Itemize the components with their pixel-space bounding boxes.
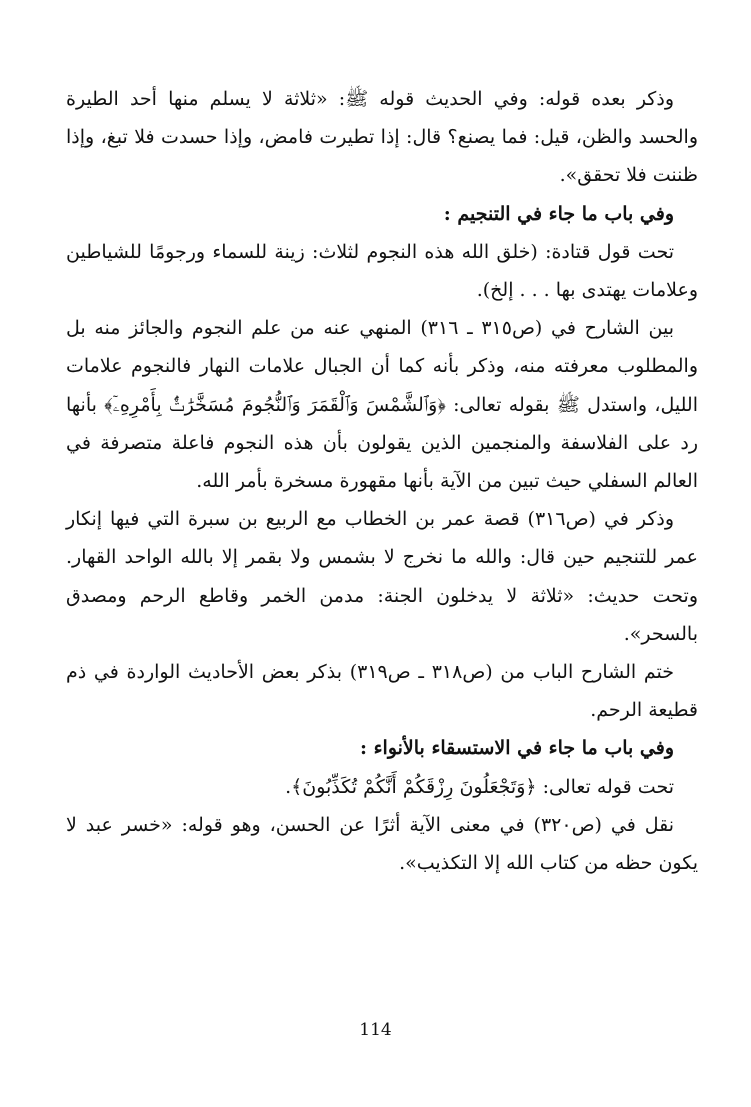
page-number: 114 [359,1020,392,1040]
paragraph-umar-story: وذكر في (ص٣١٦) قصة عمر بن الخطاب مع الربيع بن سبرة التي فيها إنكار عمر للتنجيم حين قال: والله ما نخرج لا بشمس ولا بقمر إلا بالله الواحد القهار. وتحت حديث: «ثلاثة لا يدخلون الجنة: مدمن الخمر وقاطع الرحم ومصدق بالسحر». [66,508,698,645]
paragraph-qatada-saying: تحت قول قتادة: (خلق الله هذه النجوم لثلاث: زينة للسماء ورجومًا للشياطين وعلامات يهتدى بها . . . إلخ). [66,240,698,302]
paragraph-kinship-hadiths: ختم الشارح الباب من (ص٣١٨ ـ ص٣١٩) بذكر بعض الأحاديث الواردة في ذم قطيعة الرحم. [66,661,698,722]
paragraph-hasan-narration: نقل في (ص٣٢٠) في معنى الآية أثرًا عن الحسن، وهو قوله: «خسر عبد لا يكون حظه من كتاب الله إلا التكذيب». [66,813,698,875]
section-heading-astrology: وفي باب ما جاء في التنجيم : [443,202,674,225]
paragraph-hadith-three-things: وذكر بعده قوله: وفي الحديث قوله ﷺ: «ثلاثة لا يسلم منها أحد الطيرة والحسد والظن، قيل: فما يصنع؟ قال: إذا تطيرت فامض، وإذا حسدت فلا تبغ، وإذا ظننت فلا تحقق». [66,88,698,187]
section-heading-rain-stars: وفي باب ما جاء في الاستسقاء بالأنواء : [359,737,674,760]
page-body [66,80,698,882]
paragraph-quran-verse: تحت قوله تعالى: ﴿وَتَجْعَلُونَ رِزْقَكُمْ أَنَّكُمْ تُكَذِّبُونَ﴾. [285,775,674,798]
paragraph-permitted-astronomy: بين الشارح في (ص٣١٥ ـ ٣١٦) المنهي عنه من علم النجوم والجائز منه بل والمطلوب معرفته منه، وذكر بأنه كما أن الجبال علامات النهار فالنجوم علامات الليل، واستدل ﷺ بقوله تعالى: ﴿وَٱلشَّمْسَ وَٱلْقَمَرَ وَٱلنُّجُومَ مُسَخَّرَٰتٌۢ بِأَمْرِهِۦٓ﴾ بأنها رد على الفلاسفة والمنجمين الذين يقولون بأن هذه النجوم فاعلة متصرفة في العالم السفلي حيث تبين من الآية بأنها مقهورة مسخرة بأمر الله. [66,317,698,493]
